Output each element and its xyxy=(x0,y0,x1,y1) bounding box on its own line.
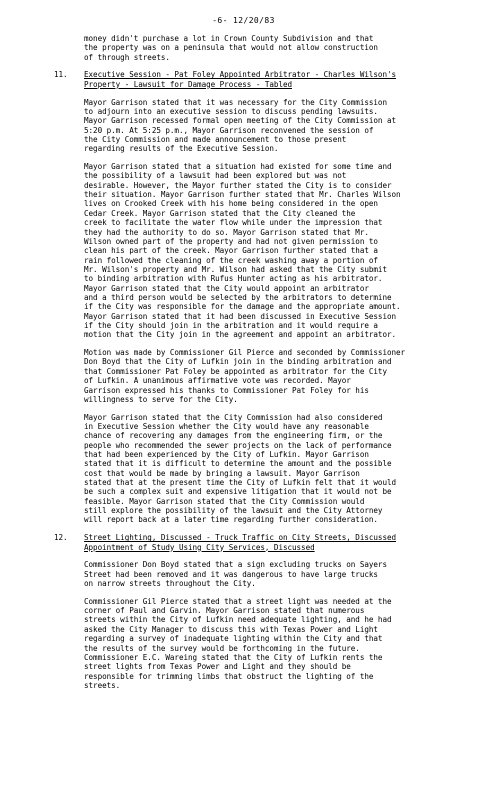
paragraph-line: the possibility of a lawsuit had been explored but was not xyxy=(84,171,347,181)
item-heading-line: Executive Session - Pat Foley Appointed Arbitrator - Charles Wilson's xyxy=(84,70,397,80)
paragraph-line: motion that the City join in the agreement and appoint an arbitrator. xyxy=(84,330,397,340)
item-heading-line: Property - Lawsuit for Damage Process - Tabled xyxy=(84,79,293,89)
paragraph-line: Motion was made by Commissioner Gil Pierce and seconded by Commissioner xyxy=(84,348,406,358)
paragraph-line: the results of the survey would be forthcoming in the future. xyxy=(84,643,360,653)
paragraph-line: corner of Paul and Garvin. Mayor Garrison stated that numerous xyxy=(84,606,365,616)
paragraph-line: Street had been removed and it was dangerous to have large trucks xyxy=(84,569,378,579)
paragraph-line: on narrow streets throughout the City. xyxy=(84,579,256,588)
paragraph-line: Mayor Garrison stated that the City Commission had also considered xyxy=(84,412,383,422)
paragraph-line: still explore the possibility of the lawsuit and the City Attorney xyxy=(84,506,383,516)
paragraph-line: money didn't purchase a lot in Crown County Subdivision and that xyxy=(84,34,374,43)
paragraph-line: Commissioner Don Boyd stated that a sign excluding trucks on Sayers xyxy=(84,560,387,570)
paragraph-line: Cedar Creek. Mayor Garrison stated that the City cleaned the xyxy=(84,208,356,218)
paragraph-line: Mayor Garrison recessed formal open meeting of the City Commission at xyxy=(84,116,397,126)
paragraph-line: if the City should join in the arbitration and it would require a xyxy=(84,321,378,330)
paragraph-line: chance of recovering any damages from the engineering firm, or the xyxy=(84,431,383,441)
paragraph-line: Mayor Garrison stated that it was necessary for the City Commission xyxy=(84,97,387,107)
paragraph-line: clean his part of the creek. Mayor Garrison further stated that a xyxy=(84,246,378,256)
page-header: -6- 12/20/83 xyxy=(212,16,275,25)
paragraph-line: their situation. Mayor Garrison further stated that Mr. Charles Wilson xyxy=(84,190,401,200)
paragraph-line: streets within the City of Lufkin need adequate lighting, and he had xyxy=(84,615,392,625)
paragraph-line: Mr. Wilson's property and Mr. Wilson had asked that the City submit xyxy=(84,264,387,274)
paragraph-line: that Commissioner Pat Foley be appointed as arbitrator for the City xyxy=(84,366,387,376)
paragraph-line: feasible. Mayor Garrison stated that the City Commission would xyxy=(84,496,365,506)
item-number: 12. xyxy=(54,533,68,543)
paragraph-line: and a third person would be selected by the arbitrators to determine xyxy=(84,292,392,302)
paragraph-line: Mayor Garrison stated that it had been discussed in Executive Session xyxy=(84,311,397,321)
item-heading-line: Appointment of Study Using City Services, Discussed xyxy=(84,542,315,552)
paragraph-line: of Lufkin. A unanimous affirmative vote was recorded. Mayor xyxy=(84,376,351,386)
paragraph-line: stated that at the present time the City of Lufkin felt that it would xyxy=(84,478,397,488)
paragraph-line: 5:20 p.m. At 5:25 p.m., Mayor Garrison reconvened the session of xyxy=(84,125,374,135)
paragraph-line: stated that it is difficult to determine the amount and the possible xyxy=(84,459,392,469)
item-heading-line: Street Lighting, Discussed - Truck Traffic on City Streets, Discussed xyxy=(84,533,397,543)
paragraph-line: regarding a survey of inadequate lighting within the City and that xyxy=(84,634,383,644)
paragraph-line: they had the authority to do so. Mayor Garrison stated that Mr. xyxy=(84,227,369,237)
item-number: 11. xyxy=(54,70,68,80)
paragraph-line: willingness to serve for the City. xyxy=(84,394,238,404)
paragraph-line: if the City was responsible for the damage and the appropriate amount. xyxy=(84,302,401,312)
paragraph-line: the property was on a peninsula that would not allow construction xyxy=(84,43,378,53)
paragraph-line: Don Boyd that the City of Lufkin join in the binding arbitration and xyxy=(84,357,392,367)
paragraph-line: Mayor Garrison stated that a situation had existed for some time and xyxy=(84,162,392,172)
paragraph-line: street lights from Texas Power and Light and they should be xyxy=(84,662,351,672)
paragraph-line: regarding results of the Executive Session. xyxy=(84,144,279,154)
paragraph-line: in Executive Session whether the City would have any reasonable xyxy=(84,421,369,431)
paragraph-line: of through streets. xyxy=(84,52,170,62)
paragraph-line: desirable. However, the Mayor further stated the City is to consider xyxy=(84,180,392,190)
paragraph-line: Mayor Garrison stated that the City would appoint an arbitrator xyxy=(84,283,369,293)
paragraph-line: will report back at a later time regarding further consideration. xyxy=(84,515,378,525)
paragraph-line: asked the City Manager to discuss this with Texas Power and Light xyxy=(84,624,378,634)
paragraph-line: rain followed the cleaning of the creek washing away a portion of xyxy=(84,255,378,265)
paragraph-line: streets. xyxy=(84,680,121,690)
paragraph-line: to adjourn into an executive session to discuss pending lawsuits. xyxy=(84,106,378,116)
paragraph-line: be such a complex suit and expensive litigation that it would not be xyxy=(84,487,392,497)
paragraph-line: responsible for trimming limbs that obstruct the lighting of the xyxy=(84,671,374,681)
paragraph-line: creek to facilitate the water flow while under the impression that xyxy=(84,218,383,228)
paragraph-line: lives on Crooked Creek with his home being considered in the open xyxy=(84,199,378,209)
paragraph-line: cost that would be made by bringing a lawsuit. Mayor Garrison xyxy=(84,468,360,478)
paragraph-line: the City Commission and made announcement to those present xyxy=(84,134,347,144)
paragraph-line: people who recommended the sewer projects on the lack of performance xyxy=(84,440,392,450)
paragraph-line: Commissioner E.C. Wareing stated that the City of Lufkin rents the xyxy=(84,652,383,662)
paragraph-line: to binding arbitration with Rufus Hunter acting as his arbitrator. xyxy=(84,274,383,284)
paragraph-line: that had been experienced by the City of Lufkin. Mayor Garrison xyxy=(84,450,369,459)
paragraph-line: Commissioner Gil Pierce stated that a street light was needed at the xyxy=(84,596,392,606)
paragraph-line: Garrison expressed his thanks to Commissioner Pat Foley for his xyxy=(84,385,369,395)
paragraph-line: Wilson owned part of the property and had not given permission to xyxy=(84,236,378,246)
